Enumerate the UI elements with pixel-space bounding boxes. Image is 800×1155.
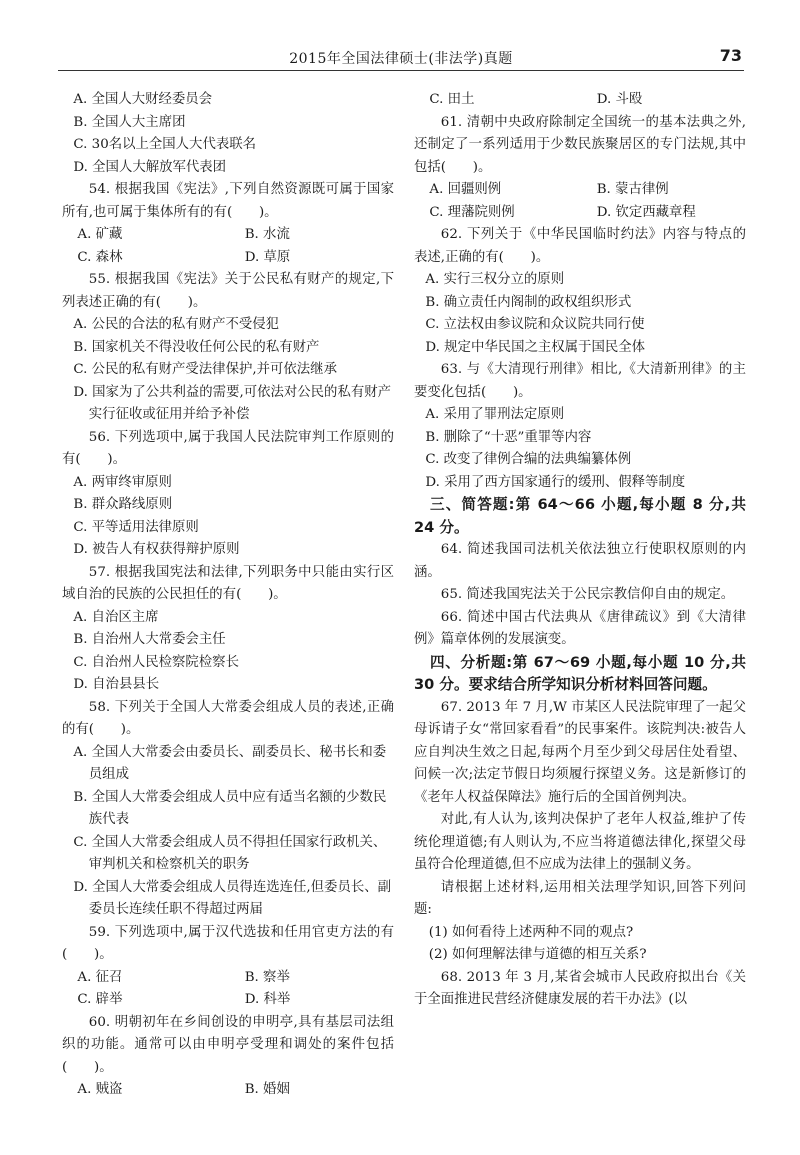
q68-paragraph-1: 68. 2013 年 3 月,某省会城市人民政府拟出台《关于全面推进民营经济健康发展的若干办法》(以 <box>414 969 746 1007</box>
q61-option-b: B. 蒙古律例 <box>596 182 669 197</box>
q67-paragraph-2: 对此,有人认为,该判决保护了老年人权益,维护了传统伦理道德;有人则认为,不应当将道德法律化,探望父母虽符合伦理道德,但不应成为法律上的强制义务。 <box>414 812 746 872</box>
q60-option-d: D. 斗殴 <box>596 92 643 107</box>
q55-option-b: B. 国家机关不得没收任何公民的私有财产 <box>73 339 320 355</box>
q64-stem: 64. 简述我国司法机关依法独立行使职权原则的内涵。 <box>414 542 746 580</box>
q57-option-d: D. 自治县县长 <box>73 677 160 692</box>
q60-options-row-2 <box>414 89 746 112</box>
q61-option-a: A. 回疆则例 <box>429 182 502 197</box>
q61-option-c: C. 理藩院则例 <box>429 204 515 220</box>
q56-option-b: B. 群众路线原则 <box>73 497 173 512</box>
q58-option-b: B. 全国人大常委会组成人员中应有适当名额的少数民族代表 <box>73 789 387 827</box>
q67-subquestion-1: (1) 如何看待上述两种不同的观点? <box>428 924 634 940</box>
q67-paragraph-1: 67. 2013 年 7 月,W 市某区人民法院审理了一起父母诉请子女“常回家看看”的民事案件。该院判决:被告人应自判决生效之日起,每两个月至少到父母居住处看望、问候一次;法定节假日均须履行探望义务。这是新修订的《老年人权益保障法》施行后的全国首例判决。 <box>414 699 746 805</box>
q56-stem: 56. 下列选项中,属于我国人民法院审判工作原则的有( )。 <box>62 429 394 467</box>
q54-option-b: B. 水流 <box>244 227 290 242</box>
q67-subquestion-2: (2) 如何理解法律与道德的相互关系? <box>428 947 647 962</box>
q55-option-d: D. 国家为了公共利益的需要,可依法对公民的私有财产实行征收或征用并给予补偿 <box>73 384 392 422</box>
q63-option-d: D. 采用了西方国家通行的缓刑、假释等制度 <box>425 474 686 490</box>
q65-stem: 65. 简述我国宪法关于公民宗教信仰自由的规定。 <box>440 587 735 602</box>
q66-stem: 66. 简述中国古代法典从《唐律疏议》到《大清律例》篇章体例的发展演变。 <box>414 609 746 647</box>
q54-options-row-2 <box>62 247 394 270</box>
q62-stem: 62. 下列关于《中华民国临时约法》内容与特点的表述,正确的有( )。 <box>414 227 746 265</box>
q58-stem: 58. 下列关于全国人大常委会组成人员的表述,正确的有( )。 <box>62 699 394 737</box>
q59-option-c: C. 辟举 <box>77 992 123 1007</box>
q54-option-d: D. 草原 <box>244 249 291 265</box>
q57-option-c: C. 自治州人民检察院检察长 <box>73 654 239 670</box>
q58-option-a: A. 全国人大常委会由委员长、副委员长、秘书长和委员组成 <box>73 744 387 782</box>
q61-stem: 61. 清朝中央政府除制定全国统一的基本法典之外,还制定了一系列适用于少数民族聚居区的专门法规,其中包括( )。 <box>414 114 746 175</box>
q59-stem: 59. 下列选项中,属于汉代选拔和任用官吏方法的有( )。 <box>62 924 394 962</box>
page-number: 73 <box>719 46 742 65</box>
q61-option-d: D. 钦定西藏章程 <box>596 204 696 220</box>
q62-option-d: D. 规定中华民国之主权属于国民全体 <box>425 339 646 355</box>
q60-options-row-1 <box>62 1079 394 1102</box>
q59-option-a: A. 征召 <box>77 969 123 985</box>
q57-option-b: B. 自治州人大常委会主任 <box>73 632 226 647</box>
q62-option-a: A. 实行三权分立的原则 <box>425 272 565 287</box>
q63-stem: 63. 与《大清现行刑律》相比,《大清新刑律》的主要变化包括( )。 <box>414 362 746 400</box>
q55-option-c: C. 公民的私有财产受法律保护,并可依法继承 <box>73 362 337 377</box>
q53-option-d: D. 全国人大解放军代表团 <box>73 159 227 175</box>
q54-options-row-1 <box>62 224 394 247</box>
q67-paragraph-3: 请根据上述材料,运用相关法理学知识,回答下列问题: <box>414 879 746 917</box>
q58-option-d: D. 全国人大常委会组成人员得连选连任,但委员长、副委员长连续任职不得超过两届 <box>73 879 392 917</box>
q53-option-b: B. 全国人大主席团 <box>73 114 186 130</box>
q62-option-b: B. 确立责任内阁制的政权组织形式 <box>425 294 632 310</box>
header-title: 2015年全国法律硕士(非法学)真题 <box>289 51 513 67</box>
q57-option-a: A. 自治区主席 <box>73 609 159 625</box>
q62-option-c: C. 立法权由参议院和众议院共同行使 <box>425 317 645 332</box>
section-3-heading: 三、简答题:第 64～66 小题,每小题 8 分,共 24 分。 <box>414 496 746 536</box>
q56-option-a: A. 两审终审原则 <box>73 474 172 490</box>
q63-option-a: A. 采用了罪刑法定原则 <box>425 407 565 422</box>
q53-option-c: C. 30名以上全国人大代表联名 <box>73 137 257 152</box>
q61-options-row-2 <box>414 202 746 225</box>
q63-option-c: C. 改变了律例合编的法典编纂体例 <box>425 452 632 467</box>
q60-option-b: B. 婚姻 <box>244 1082 290 1097</box>
q63-option-b: B. 删除了“十恶”重罪等内容 <box>425 429 592 445</box>
q54-stem: 54. 根据我国《宪法》,下列自然资源既可属于国家所有,也可属于集体所有的有( )。 <box>62 182 394 220</box>
q59-options-row-2 <box>62 989 394 1012</box>
q55-stem: 55. 根据我国《宪法》关于公民私有财产的规定,下列表述正确的有( )。 <box>62 272 394 310</box>
q60-option-c: C. 田土 <box>429 92 475 107</box>
q60-stem: 60. 明朝初年在乡间创设的申明亭,具有基层司法组织的功能。通常可以由申明亭受理和调处的案件包括( )。 <box>62 1014 394 1075</box>
q59-options-row-1 <box>62 967 394 990</box>
q57-stem: 57. 根据我国宪法和法律,下列职务中只能由实行区域自治的民族的公民担任的有( )。 <box>62 564 394 602</box>
q58-option-c: C. 全国人大常委会组成人员不得担任国家行政机关、审判机关和检察机关的职务 <box>73 834 387 872</box>
left-column <box>62 89 394 1102</box>
q53-option-a: A. 全国人大财经委员会 <box>73 92 213 107</box>
q56-option-d: D. 被告人有权获得辩护原则 <box>73 542 240 557</box>
section-4-heading: 四、分析题:第 67～69 小题,每小题 10 分,共 30 分。要求结合所学知识分析材料回答问题。 <box>414 653 746 693</box>
q55-option-a: A. 公民的合法的私有财产不受侵犯 <box>73 317 280 332</box>
q59-option-d: D. 科举 <box>244 992 291 1007</box>
q60-option-a: A. 贼盗 <box>77 1082 123 1097</box>
page-header <box>58 40 744 71</box>
right-column <box>414 89 746 1012</box>
q59-option-b: B. 察举 <box>244 969 290 985</box>
q56-option-c: C. 平等适用法律原则 <box>73 519 199 535</box>
q54-option-a: A. 矿藏 <box>77 227 123 242</box>
q61-options-row-1 <box>414 179 746 202</box>
q54-option-c: C. 森林 <box>77 249 123 265</box>
